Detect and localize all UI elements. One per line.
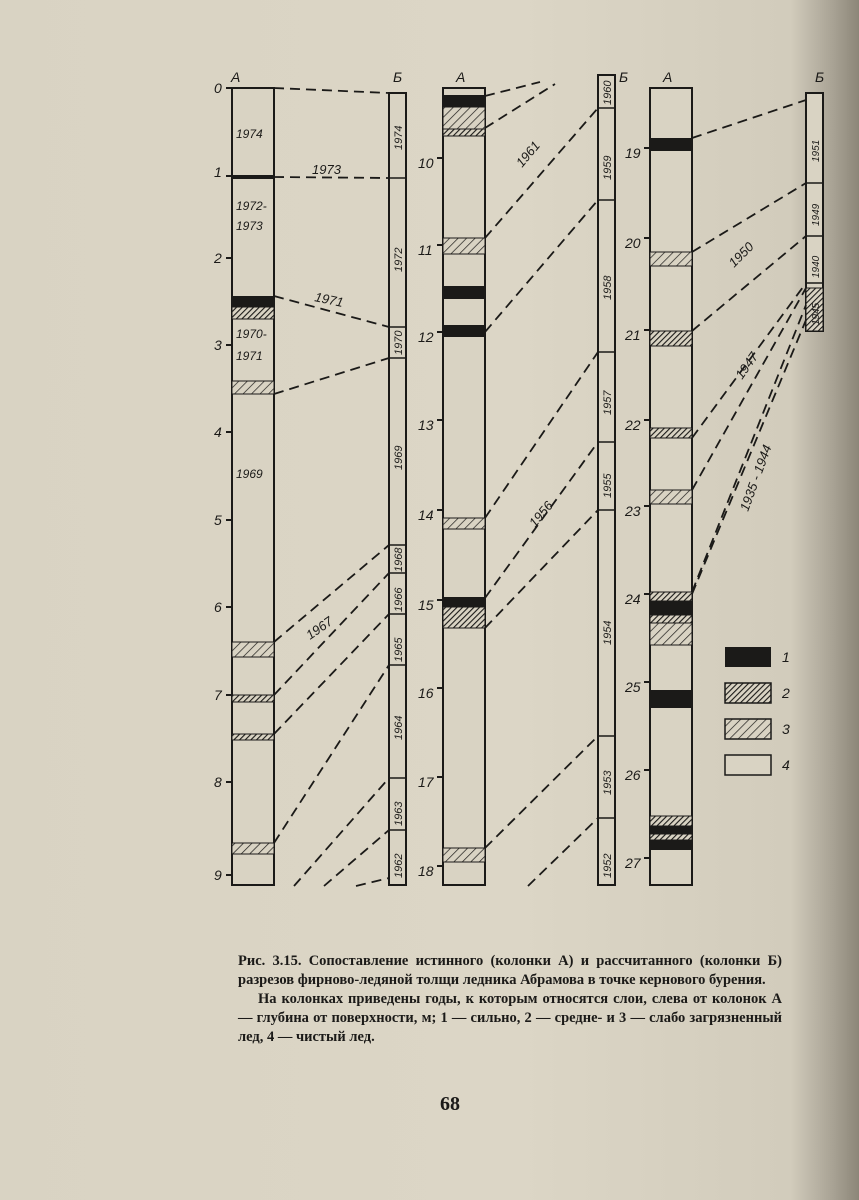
depth-label: 2 bbox=[214, 250, 222, 266]
page-number: 68 bbox=[440, 1093, 460, 1115]
legend-swatch-clear bbox=[725, 755, 771, 775]
b-year: 1964 bbox=[393, 715, 405, 740]
link-year: 1947 bbox=[732, 349, 762, 382]
link-year: 1956 bbox=[525, 498, 556, 530]
depth-label: 24 bbox=[625, 591, 641, 607]
depth-label: 10 bbox=[418, 155, 434, 171]
depth-label: 5 bbox=[214, 512, 222, 528]
depth-label: 18 bbox=[418, 863, 434, 879]
a-year: 1974 bbox=[236, 127, 263, 141]
depth-label: 21 bbox=[625, 327, 641, 343]
link-year: 1967 bbox=[303, 613, 336, 643]
depth-label: 25 bbox=[625, 679, 641, 695]
col-b-label: Б bbox=[815, 69, 825, 85]
b-year: 1970 bbox=[393, 330, 405, 355]
depth-label: 3 bbox=[214, 337, 222, 353]
depth-label: 22 bbox=[625, 417, 641, 433]
b-year: 1952 bbox=[602, 853, 614, 878]
depth-label: 1 bbox=[214, 164, 222, 180]
depth-label: 13 bbox=[418, 417, 434, 433]
b-year: 1965 bbox=[393, 637, 405, 662]
depth-label: 0 bbox=[214, 80, 222, 96]
b-year: 1963 bbox=[393, 801, 405, 826]
depth-label: 16 bbox=[418, 685, 434, 701]
depth-label: 7 bbox=[214, 687, 222, 703]
caption-legend-text: На колонках приведены годы, к которым относятся слои, слева от колонок А — глубина от поверхности, м; 1 — сильно, 2 — средне- и 3 — слабо загрязненный лед, 4 — чистый лед. bbox=[238, 991, 782, 1045]
link-year: 1950 bbox=[725, 239, 757, 271]
link-year: 1973 bbox=[312, 162, 341, 177]
depth-label: 23 bbox=[625, 503, 641, 519]
legend-swatch-dense-hatch bbox=[725, 683, 771, 703]
b-year: 1954 bbox=[602, 620, 614, 645]
b-year: 1945 bbox=[811, 302, 822, 325]
column-a bbox=[443, 88, 485, 885]
depth-label: 26 bbox=[625, 767, 641, 783]
b-year: 1966 bbox=[393, 587, 405, 612]
legend-label: 3 bbox=[782, 721, 790, 737]
col-b-label: Б bbox=[619, 69, 629, 85]
b-year: 1968 bbox=[393, 547, 405, 572]
b-year: 1955 bbox=[602, 473, 614, 498]
b-year: 1959 bbox=[602, 155, 614, 180]
depth-label: 14 bbox=[418, 507, 434, 523]
col-a-label: А bbox=[663, 69, 673, 85]
depth-label: 15 bbox=[418, 597, 434, 613]
depth-label: 4 bbox=[214, 424, 222, 440]
b-year: 1940 bbox=[811, 255, 822, 278]
column-group-2 bbox=[418, 69, 628, 886]
depth-label: 20 bbox=[625, 235, 641, 251]
legend-swatch-solid bbox=[725, 647, 771, 667]
depth-label: 17 bbox=[418, 774, 434, 790]
legend-swatch-sparse-hatch bbox=[725, 719, 771, 739]
depth-label: 19 bbox=[625, 145, 641, 161]
depth-label: 9 bbox=[214, 867, 222, 883]
figure-caption bbox=[238, 952, 782, 1047]
column-group-1 bbox=[213, 69, 406, 886]
b-year: 1969 bbox=[393, 445, 405, 470]
depth-label: 27 bbox=[625, 855, 641, 871]
caption-title: Рис. 3.15. Сопоставление истинного (колонки А) и рассчитанного (колонки Б) разрезов фирново-ледяной толщи ледника Абрамова в точке кернового бурения. bbox=[238, 953, 782, 988]
a-year: 1971 bbox=[236, 349, 263, 363]
col-a-label: А bbox=[231, 69, 241, 85]
a-year: 1972- bbox=[236, 199, 267, 213]
column-a bbox=[650, 88, 692, 885]
depth-ticks bbox=[213, 80, 232, 883]
depth-label: 12 bbox=[418, 329, 434, 345]
legend-label: 2 bbox=[782, 685, 790, 701]
a-year: 1969 bbox=[236, 467, 263, 481]
depth-label: 8 bbox=[214, 774, 222, 790]
legend-label: 1 bbox=[782, 649, 790, 665]
depth-label: 6 bbox=[214, 599, 222, 615]
col-a-label: А bbox=[456, 69, 466, 85]
link-year: 1935 - 1944 bbox=[736, 442, 775, 514]
legend bbox=[725, 647, 790, 775]
depth-label: 11 bbox=[418, 242, 433, 258]
a-year: 1973 bbox=[236, 219, 263, 233]
link-year: 1971 bbox=[313, 289, 345, 310]
b-year: 1949 bbox=[811, 203, 822, 226]
col-b-label: Б bbox=[393, 69, 403, 85]
b-year: 1972 bbox=[393, 247, 405, 272]
b-year: 1962 bbox=[393, 853, 405, 878]
b-year: 1974 bbox=[393, 125, 405, 150]
column-group-3 bbox=[624, 69, 824, 885]
a-year: 1970- bbox=[236, 327, 267, 341]
legend-label: 4 bbox=[782, 757, 790, 773]
link-year: 1961 bbox=[512, 138, 543, 170]
column-b bbox=[389, 93, 406, 885]
b-year: 1957 bbox=[602, 390, 614, 415]
b-year: 1958 bbox=[602, 275, 614, 300]
b-year: 1951 bbox=[811, 139, 822, 162]
b-year: 1960 bbox=[602, 80, 614, 105]
b-year: 1953 bbox=[602, 770, 614, 795]
